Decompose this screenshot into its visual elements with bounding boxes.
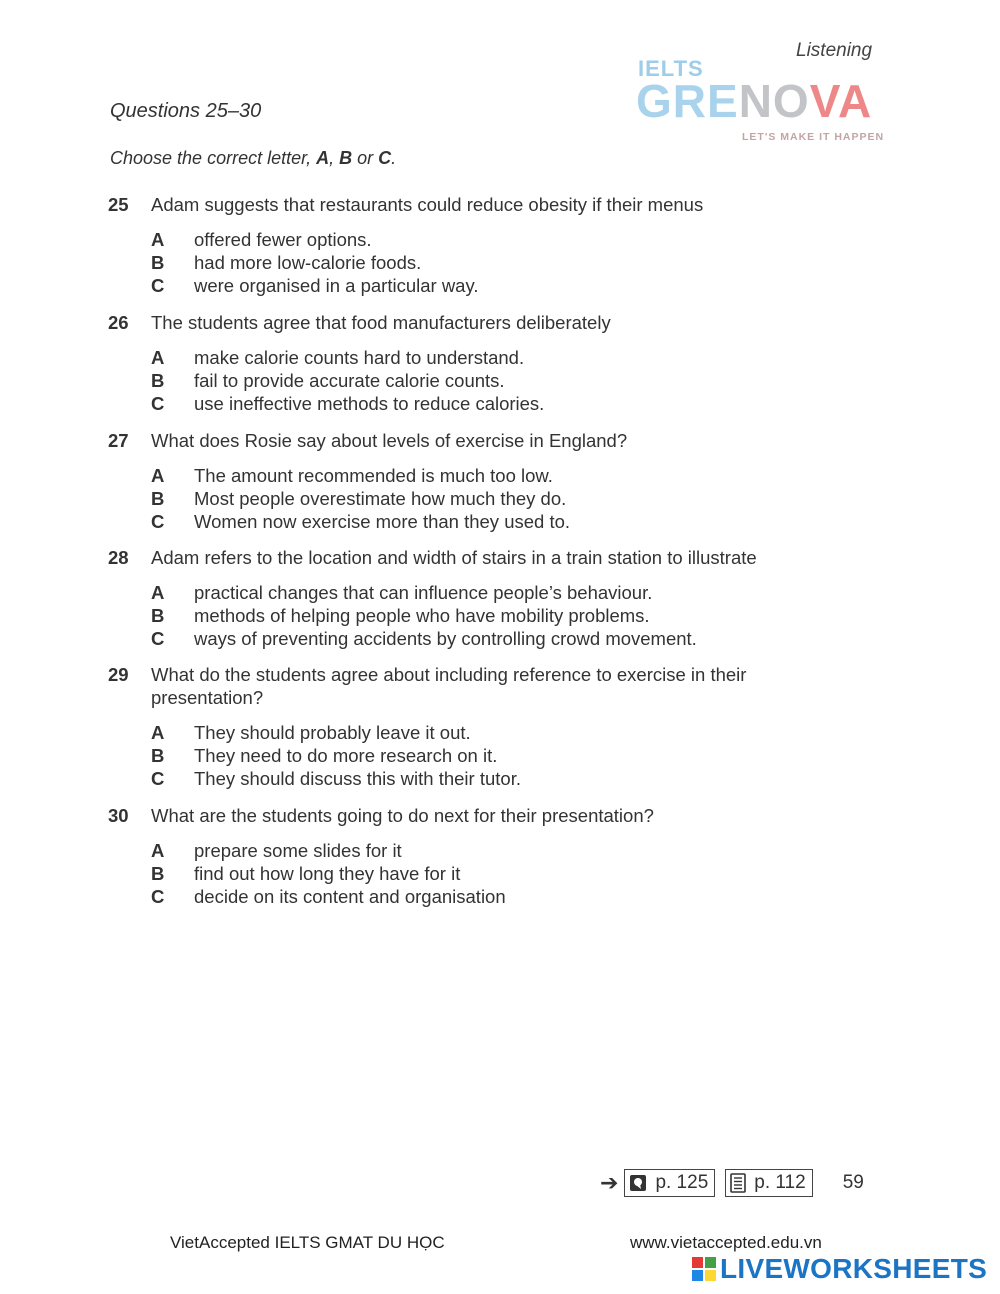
reference-page: p. 112: [754, 1172, 806, 1193]
block-blue: [692, 1270, 703, 1281]
option-text: practical changes that can influence people’s behaviour.: [194, 582, 653, 603]
option-b[interactable]: [151, 744, 828, 767]
option-letter: C: [151, 275, 165, 296]
option-letter: B: [151, 370, 165, 391]
options-list: [151, 581, 828, 650]
option-c[interactable]: [151, 767, 828, 790]
grenova-logo: [636, 56, 888, 148]
option-letter: A: [151, 229, 165, 250]
option-c[interactable]: [151, 274, 828, 297]
options-list: [151, 464, 828, 533]
option-c[interactable]: [151, 885, 828, 908]
question-text: The students agree that food manufacturers deliberately: [151, 312, 611, 333]
option-b[interactable]: [151, 251, 828, 274]
option-letter: B: [151, 605, 165, 626]
option-letter: C: [151, 886, 165, 907]
option-letter: C: [151, 511, 165, 532]
option-text: fail to provide accurate calorie counts.: [194, 370, 505, 391]
question-text: Adam suggests that restaurants could reduce obesity if their menus: [151, 194, 704, 215]
option-b[interactable]: [151, 604, 828, 627]
option-letter: B: [151, 488, 165, 509]
option-text: methods of helping people who have mobility problems.: [194, 605, 650, 626]
options-list: [151, 346, 828, 415]
question-text: What do the students agree about including reference to exercise in their presentation?: [151, 664, 747, 708]
audioscript-reference[interactable]: [624, 1169, 715, 1197]
instruction: [110, 148, 396, 169]
option-text: ways of preventing accidents by controlling crowd movement.: [194, 628, 697, 649]
block-red: [692, 1257, 703, 1268]
options-list: [151, 721, 828, 790]
question-26: [108, 311, 828, 415]
option-text: had more low-calorie foods.: [194, 252, 422, 273]
logo-ielts-text: IELTS: [638, 56, 704, 81]
option-a[interactable]: [151, 464, 828, 487]
question-29: [108, 663, 828, 790]
option-a[interactable]: [151, 228, 828, 251]
instruction-letter-b: B: [339, 148, 353, 168]
logo-wordmark: [636, 75, 873, 127]
option-a[interactable]: [151, 346, 828, 369]
option-text: Most people overestimate how much they do.: [194, 488, 567, 509]
option-letter: B: [151, 745, 165, 766]
option-text: offered fewer options.: [194, 229, 372, 250]
logo-part-no: NO: [738, 75, 810, 127]
liveworksheets-brand-text: LIVEWORKSHEETS: [720, 1253, 988, 1284]
option-text: decide on its content and organisation: [194, 886, 506, 907]
options-list: [151, 839, 828, 908]
option-b[interactable]: [151, 487, 828, 510]
option-c[interactable]: [151, 510, 828, 533]
option-text: They need to do more research on it.: [194, 745, 498, 766]
footer-publisher-text: VietAccepted IELTS GMAT DU HỌC: [170, 1233, 445, 1252]
option-text: The amount recommended is much too low.: [194, 465, 553, 486]
question-text: What does Rosie say about levels of exercise in England?: [151, 430, 628, 451]
instruction-letter-c: C: [378, 148, 392, 168]
answer-key-reference[interactable]: [725, 1169, 812, 1197]
logo-part-gre: GRE: [636, 75, 739, 127]
logo-part-va: VA: [809, 75, 873, 127]
option-letter: C: [151, 768, 165, 789]
instruction-letter-a: A: [316, 148, 330, 168]
option-text: Women now exercise more than they used to.: [194, 511, 571, 532]
section-label: Listening: [796, 40, 873, 61]
option-text: prepare some slides for it: [194, 840, 402, 861]
question-number: 29: [108, 664, 129, 685]
question-number: 28: [108, 547, 129, 568]
option-letter: C: [151, 393, 165, 414]
option-text: They should discuss this with their tutor.: [194, 768, 521, 789]
question-number: 27: [108, 430, 129, 451]
question-text: What are the students going to do next for their presentation?: [151, 805, 654, 826]
option-text: They should probably leave it out.: [194, 722, 471, 743]
option-c[interactable]: [151, 392, 828, 415]
option-letter: A: [151, 347, 165, 368]
option-letter: A: [151, 582, 165, 603]
footer-url[interactable]: www.vietaccepted.edu.vn: [630, 1233, 822, 1252]
question-text: Adam refers to the location and width of stairs in a train station to illustrate: [151, 547, 757, 568]
option-letter: B: [151, 252, 165, 273]
question-number: 26: [108, 312, 129, 333]
page-references: [600, 1168, 864, 1198]
block-green: [705, 1257, 716, 1268]
liveworksheets-blocks-icon: [692, 1257, 716, 1281]
option-letter: C: [151, 628, 165, 649]
instruction-sep2: or: [352, 148, 379, 168]
liveworksheets-logo: [692, 1254, 987, 1284]
speech-bubble-icon: [629, 1174, 647, 1192]
reference-page: p. 125: [655, 1172, 709, 1193]
arrow-right-icon: ➔: [600, 1170, 619, 1195]
option-text: use ineffective methods to reduce calories.: [194, 393, 545, 414]
option-letter: A: [151, 465, 165, 486]
page-title: Questions 25–30: [110, 100, 262, 122]
option-letter: A: [151, 722, 165, 743]
option-text: find out how long they have for it: [194, 863, 461, 884]
options-list: [151, 228, 828, 297]
question-25: [108, 193, 828, 297]
instruction-sep1: ,: [329, 148, 340, 168]
question-number: 25: [108, 194, 129, 215]
question-30: [108, 804, 828, 908]
option-text: were organised in a particular way.: [194, 275, 479, 296]
option-b[interactable]: [151, 862, 828, 885]
logo-tagline: LET'S MAKE IT HAPPEN: [742, 131, 885, 143]
block-yellow: [705, 1270, 716, 1281]
option-c[interactable]: [151, 627, 828, 650]
option-a[interactable]: [151, 839, 828, 862]
option-a[interactable]: [151, 721, 828, 744]
question-28: [108, 546, 828, 650]
option-a[interactable]: [151, 581, 828, 604]
question-27: [108, 429, 828, 533]
option-letter: A: [151, 840, 165, 861]
question-number: 30: [108, 805, 129, 826]
instruction-end: .: [391, 148, 397, 168]
document-icon: [730, 1173, 746, 1193]
option-letter: B: [151, 863, 165, 884]
instruction-prefix: Choose the correct letter,: [110, 148, 317, 168]
option-text: make calorie counts hard to understand.: [194, 347, 525, 368]
page-number: 59: [842, 1172, 864, 1193]
option-b[interactable]: [151, 369, 828, 392]
